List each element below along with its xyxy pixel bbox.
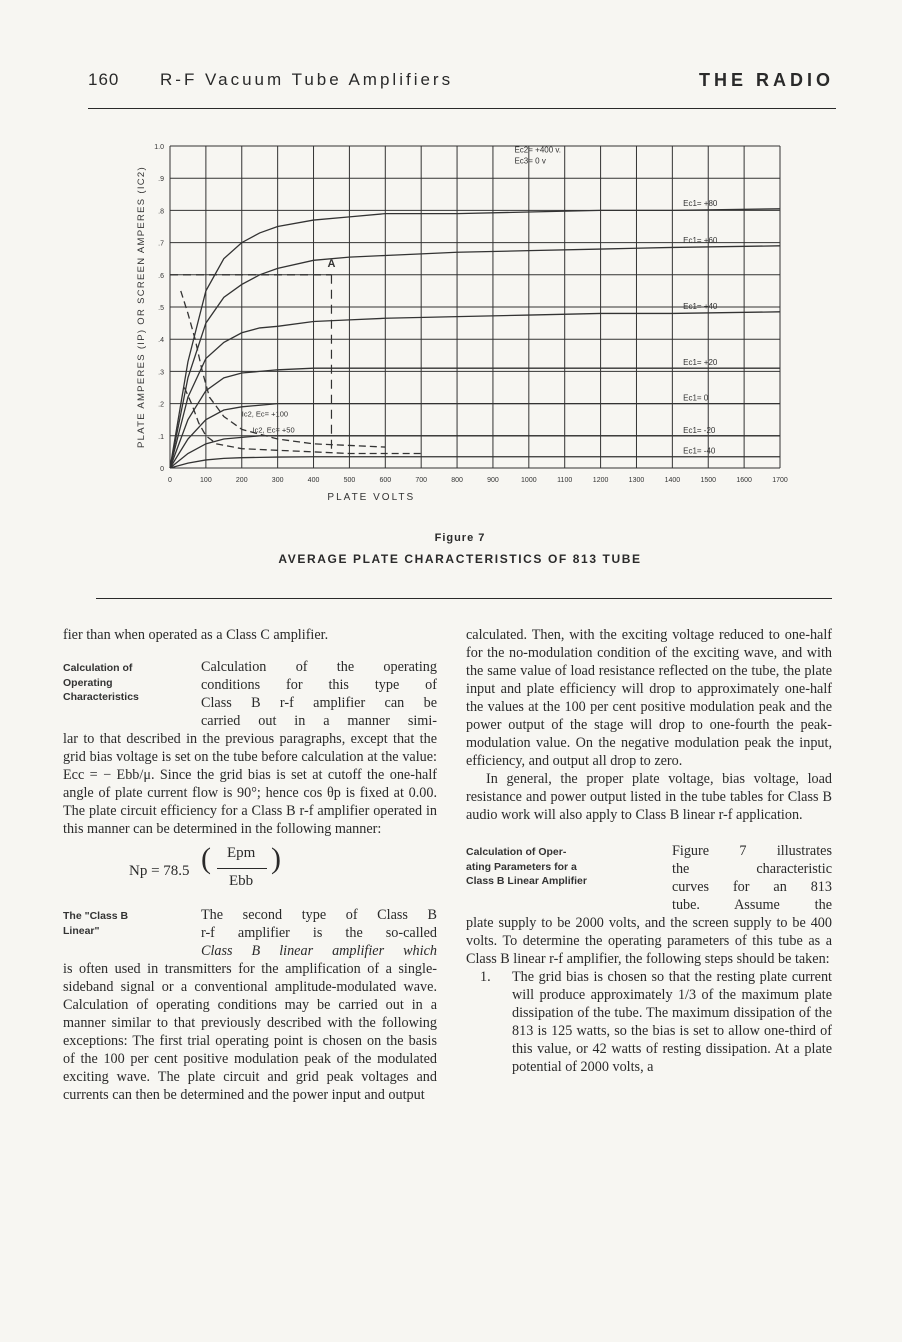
- annotation-label: Ic2, Ec= +100: [241, 409, 289, 419]
- operating-characteristics-text: lar to that described in the previous paragraphs, except that the grid bias voltage is set on the tube before calculation at the value: Ecc = − Ebb/μ. Since the grid bias is set at cutoff the one-half angle of plate current flow is 90°; hence cos θp is fixed at 0.00. The plate circuit efficiency for a Class B r-f amplifier operated in this manner can be determined in the following manner:: [63, 731, 437, 837]
- x-tick-label: 400: [307, 477, 320, 484]
- y-tick-label: .8: [158, 208, 164, 216]
- x-tick-label: 900: [487, 477, 499, 484]
- running-title: R-F Vacuum Tube Amplifiers: [160, 70, 454, 89]
- class-b-linear-text: is often used in transmitters for the amplification of a single-sideband signal or a conventional amplitude-modulated wave. Calculation of operating conditions may be carried out in a manner similar to that previously described with the following exceptions: The first trial operating point is chosen on the basis of the 100 per cent positive modulation peak of the modulated exciting wave. The plate circuit and grid peak voltages and currents can then be determined and the power input and output: [63, 961, 437, 1103]
- x-tick-label: 1500: [700, 477, 717, 484]
- right-paragraph-2: In general, the proper plate voltage, bias voltage, load resistance and power output listed in the tube tables for Class B audio work will also apply to Class B linear r-f application.: [466, 771, 832, 823]
- x-tick-label: 1300: [628, 477, 645, 484]
- sidehead-calculation-parameters: Calculation of Oper- ating Parameters for a Class B Linear Amplifier: [466, 846, 587, 887]
- section-class-b-linear: [63, 906, 437, 1104]
- x-tick-label: 600: [379, 477, 392, 484]
- running-header: [88, 70, 838, 94]
- right-column: [466, 626, 832, 1076]
- runin-lines: Figure 7 illustrates the characteristic curves for an 813 tube. Assume the: [672, 843, 832, 913]
- series-label: Ec1= +80: [683, 198, 718, 208]
- x-tick-label: 1600: [736, 477, 752, 484]
- y-tick-label: .1: [158, 433, 164, 441]
- right-paragraph-1: calculated. Then, with the exciting voltage reduced to one-half for the no-modulation condition of the exciting wave, and with the same value of load resistance reflected on the tube, the plate input and plate efficiency will drop to approximately one-half the values at the 100 per cent positive modulation peak and the power output of the stage will drop to one-fourth the peak-modulation value. On the negative modulation peak the input, efficiency, and output all drop to zero.: [466, 627, 832, 769]
- series-label: Ec1= 0: [683, 393, 709, 403]
- x-tick-label: 1100: [557, 477, 573, 484]
- annotation-label: Ic2, Ec= +50: [252, 425, 295, 435]
- left-column: [63, 626, 437, 1104]
- y-tick-label: .5: [158, 305, 164, 312]
- x-tick-label: 200: [235, 477, 248, 484]
- series-line: [170, 312, 780, 468]
- x-tick-label: 1000: [521, 477, 537, 484]
- x-tick-label: 700: [415, 477, 428, 484]
- condition-label: Ec3= 0 v: [514, 156, 546, 166]
- figure-title: AVERAGE PLATE CHARACTERISTICS OF 813 TUBE: [278, 552, 642, 566]
- sidehead-operating-characteristics: Calculation of Operating Characteristics: [63, 662, 139, 703]
- y-tick-label: .6: [158, 272, 164, 280]
- sidehead-class-b-linear: The "Class B Linear": [63, 910, 129, 937]
- plate-characteristics-chart: [130, 140, 800, 510]
- y-tick-label: .3: [158, 369, 164, 377]
- y-tick-label: 0: [160, 466, 164, 473]
- series-label: Ec1= -40: [683, 446, 716, 456]
- publication-title: THE RADIO: [699, 70, 834, 90]
- y-axis-label: PLATE AMPERES (IP) OR SCREEN AMPERES (IC2): [136, 166, 147, 448]
- x-tick-label: 500: [343, 477, 356, 484]
- list-item-text: The grid bias is chosen so that the resting plate current will produce approximately 1/3 of the maximum plate dissipation of the tube. The maximum dissipation of the 813 is 125 watts, so the bias is set to allow one-third of this value, or 42 watts of resting dissipation. At a plate potential of 2000 volts, a: [512, 969, 832, 1075]
- page-number: 160: [88, 70, 120, 89]
- y-tick-label: .4: [158, 337, 164, 345]
- runin-lines: The second type of Class B r-f amplifier is the so-called Class B linear amplifier which: [201, 907, 437, 959]
- x-tick-label: 800: [451, 477, 463, 484]
- y-tick-label: .9: [158, 176, 164, 184]
- x-axis-label: PLATE VOLTS: [327, 492, 416, 503]
- calculation-parameters-text: plate supply to be 2000 volts, and the screen supply to be 400 volts. To determine the operating parameters of this tube as a Class B linear r-f amplifier, the following steps should be taken:: [466, 915, 832, 967]
- figure-label: Figure 7: [434, 532, 486, 544]
- intro-paragraph: fier than when operated as a Class C amplifier.: [63, 627, 329, 643]
- y-tick-label: .7: [158, 240, 164, 248]
- x-tick-label: 0: [168, 477, 172, 484]
- list-number: 1.: [480, 969, 491, 985]
- fraction-bar: [217, 868, 267, 869]
- header-rule: [88, 108, 836, 109]
- efficiency-formula: Np = 78.5 ( Epm Ebb ): [129, 842, 281, 889]
- figure-rule: [96, 598, 832, 599]
- x-tick-label: 1400: [664, 477, 681, 484]
- series-line: [170, 457, 780, 468]
- series-label: Ec1= +20: [683, 358, 718, 368]
- operating-point-label: A: [327, 257, 336, 270]
- x-tick-label: 100: [200, 477, 212, 484]
- y-tick-label: .2: [158, 401, 164, 409]
- series-label: Ec1= +40: [683, 301, 718, 311]
- section-operating-characteristics: [63, 658, 437, 838]
- section-calculation-parameters: [466, 842, 832, 968]
- condition-label: Ec2= +400 v.: [514, 145, 562, 155]
- series-label: Ec1= +60: [683, 235, 718, 245]
- x-tick-label: 300: [271, 477, 284, 484]
- x-tick-label: 1200: [592, 477, 609, 484]
- list-item: [466, 968, 832, 1076]
- series-label: Ec1= -20: [683, 425, 716, 435]
- runin-lines: Calculation of the operating conditions for this type of Class B r-f amplifier can be carried out in a manner simi-: [201, 659, 437, 729]
- y-tick-label: 1.0: [154, 144, 164, 151]
- x-tick-label: 1700: [772, 477, 788, 484]
